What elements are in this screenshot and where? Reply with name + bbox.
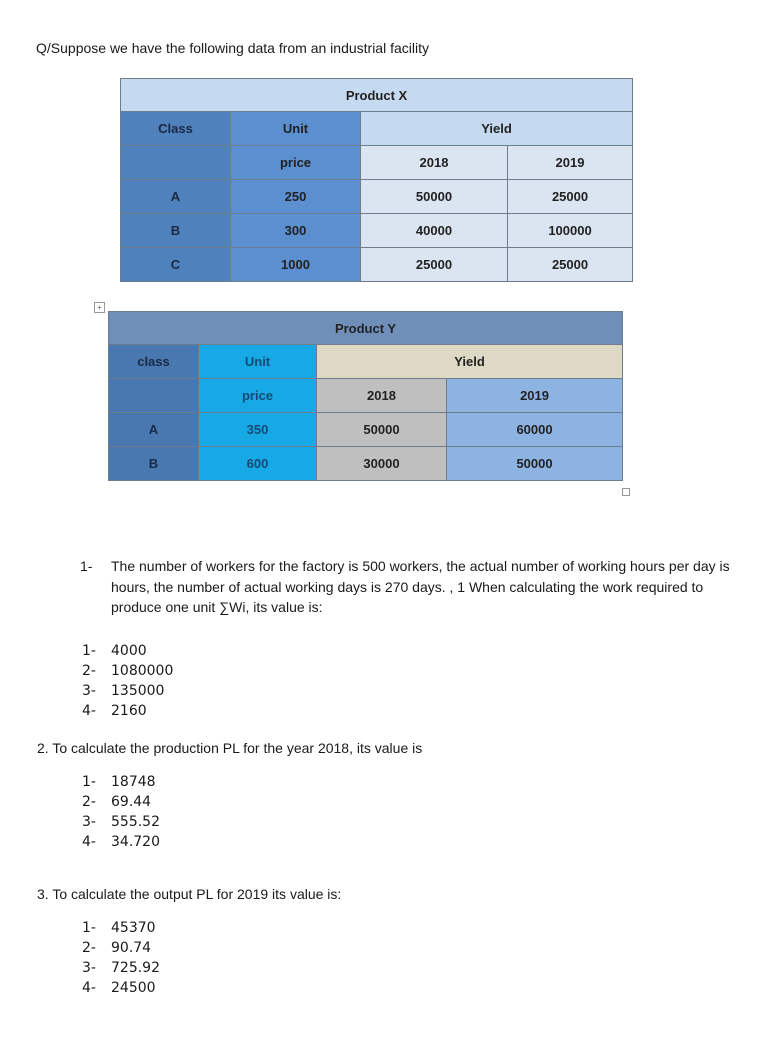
yield-2019-cell: 60000 — [447, 413, 623, 447]
class-cell: A — [121, 180, 231, 214]
price-cell: 250 — [231, 180, 361, 214]
year-header: 2019 — [508, 146, 633, 180]
class-header-blank — [121, 146, 231, 180]
option-value: 69.44 — [111, 794, 152, 810]
table-row — [121, 180, 633, 214]
option-value: 18748 — [111, 774, 156, 790]
option-value: 725.92 — [111, 960, 160, 976]
option-number: 1- — [82, 920, 96, 936]
product-x-table — [120, 78, 633, 282]
question-2: 2. To calculate the production PL for the year 2018, its value is — [37, 740, 423, 756]
table-move-handle-icon[interactable]: + — [94, 302, 105, 313]
option-number: 4- — [82, 834, 96, 850]
option-value: 1080000 — [111, 663, 174, 679]
yield-header: Yield — [361, 112, 633, 146]
year-header: 2019 — [447, 379, 623, 413]
table-row — [121, 248, 633, 282]
yield-header: Yield — [317, 345, 623, 379]
class-cell: C — [121, 248, 231, 282]
option-value: 2160 — [111, 703, 147, 719]
year-header: 2018 — [317, 379, 447, 413]
yield-2018-cell: 30000 — [317, 447, 447, 481]
option-value: 4000 — [111, 643, 147, 659]
option-value: 45370 — [111, 920, 156, 936]
class-cell: B — [109, 447, 199, 481]
product-y-table — [108, 311, 623, 481]
option-value: 135000 — [111, 683, 165, 699]
price-cell: 350 — [199, 413, 317, 447]
yield-2019-cell: 25000 — [508, 180, 633, 214]
yield-2018-cell: 50000 — [361, 180, 508, 214]
class-header-blank — [109, 379, 199, 413]
class-cell: B — [121, 214, 231, 248]
question-line: produce one unit ∑Wi, its value is: — [111, 599, 323, 615]
question-intro: Q/Suppose we have the following data from an industrial facility — [36, 40, 429, 56]
option-number: 3- — [82, 683, 96, 699]
class-header: class — [109, 345, 199, 379]
yield-2018-cell: 25000 — [361, 248, 508, 282]
option-value: 34.720 — [111, 834, 160, 850]
question-number: 1- — [80, 558, 93, 574]
price-cell: 600 — [199, 447, 317, 481]
price-cell: 300 — [231, 214, 361, 248]
yield-2019-cell: 100000 — [508, 214, 633, 248]
option-value: 555.52 — [111, 814, 160, 830]
price-header: price — [199, 379, 317, 413]
yield-2019-cell: 25000 — [508, 248, 633, 282]
option-number: 3- — [82, 960, 96, 976]
option-number: 4- — [82, 980, 96, 996]
table-row — [121, 214, 633, 248]
unit-header: Unit — [231, 112, 361, 146]
year-header: 2018 — [361, 146, 508, 180]
yield-2019-cell: 50000 — [447, 447, 623, 481]
option-value: 90.74 — [111, 940, 152, 956]
product-x-title: Product X — [121, 79, 633, 112]
price-header: price — [231, 146, 361, 180]
product-y-title: Product Y — [109, 312, 623, 345]
option-number: 2- — [82, 663, 96, 679]
class-header: Class — [121, 112, 231, 146]
table-row — [109, 413, 623, 447]
table-row — [109, 447, 623, 481]
option-number: 4- — [82, 703, 96, 719]
table-resize-handle[interactable] — [622, 488, 630, 496]
question-line: hours, the number of actual working days is 270 days. , 1 When calculating the work required to — [111, 578, 704, 595]
price-cell: 1000 — [231, 248, 361, 282]
yield-2018-cell: 50000 — [317, 413, 447, 447]
option-number: 2- — [82, 940, 96, 956]
unit-header: Unit — [199, 345, 317, 379]
class-cell: A — [109, 413, 199, 447]
question-line: The number of workers for the factory is 500 workers, the actual number of working hours per day is — [111, 558, 730, 574]
yield-2018-cell: 40000 — [361, 214, 508, 248]
option-number: 3- — [82, 814, 96, 830]
option-number: 2- — [82, 794, 96, 810]
option-number: 1- — [82, 774, 96, 790]
option-number: 1- — [82, 643, 96, 659]
option-value: 24500 — [111, 980, 156, 996]
question-3: 3. To calculate the output PL for 2019 its value is: — [37, 886, 342, 902]
